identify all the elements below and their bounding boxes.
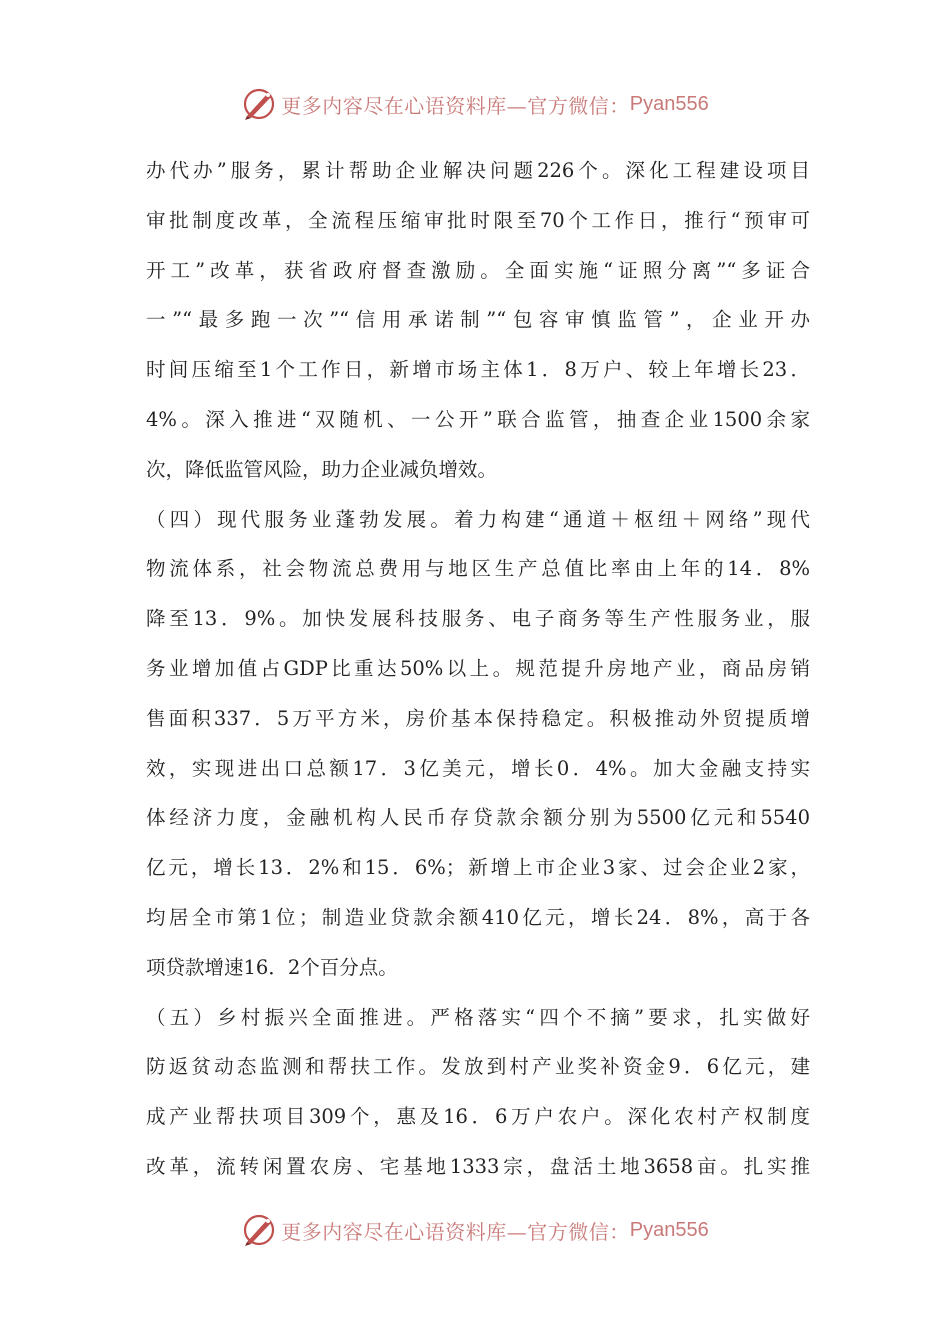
text-line: 办代办”服务，累计帮助企业解决问题226个。深化工程建设项目: [146, 159, 810, 182]
text-line: 降至13．9%。加快发展科技服务、电子商务等生产性服务业，服: [146, 607, 810, 631]
pen-logo-icon: [241, 1212, 277, 1248]
text-line: 一”“最多跑一次”“信用承诺制”“包容审慎监管”，企业开办: [146, 308, 810, 332]
text-line: 效，实现进出口总额17．3亿美元，增长0．4%。加大金融支持实: [146, 756, 810, 780]
text-line: 次，降低监管风险，助力企业减负增效。: [146, 457, 498, 481]
text-line: 开工”改革，获省政府督查激励。全面实施“证照分离”“多证合: [146, 258, 810, 282]
text-line: 均居全市第1位；制造业贷款余额410亿元，增长24．8%，高于各: [146, 905, 810, 929]
footer-banner: [0, 1208, 950, 1252]
wechat-id: Pyan556: [629, 1218, 709, 1241]
section-heading-line: （四）现代服务业蓬勃发展。着力构建“通道＋枢纽＋网络”现代: [146, 507, 810, 531]
text-line: 售面积337．5万平方米，房价基本保持稳定。积极推动外贸提质增: [146, 706, 810, 730]
wechat-id: Pyan556: [629, 92, 709, 115]
text-line: 项贷款增速16．2个百分点。: [146, 955, 398, 979]
text-line: 防返贫动态监测和帮扶工作。发放到村产业奖补资金9．6亿元，建: [146, 1055, 810, 1079]
text-line: 4%。深入推进“双随机、一公开”联合监管，抽查企业1500余家: [146, 407, 810, 431]
banner-text: 更多内容尽在心语资料库—官方微信：: [281, 93, 630, 118]
text-line: 成产业帮扶项目309个，惠及16．6万户农户。深化农村产权制度: [146, 1105, 810, 1129]
text-line: 务业增加值占GDP比重达50%以上。规范提升房地产业，商品房销: [146, 656, 810, 680]
text-line: 物流体系，社会物流总费用与地区生产总值比率由上年的14．8%: [146, 557, 810, 581]
document-body: [146, 146, 810, 1192]
text-line: 审批制度改革，全流程压缩审批时限至70个工作日，推行“预审可: [146, 208, 810, 232]
section-heading-line: （五）乡村振兴全面推进。严格落实“四个不摘”要求，扎实做好: [146, 1005, 810, 1029]
text-line: 时间压缩至1个工作日，新增市场主体1．8万户、较上年增长23．: [146, 358, 810, 382]
banner-text: 更多内容尽在心语资料库—官方微信：: [281, 1219, 630, 1244]
header-banner: [0, 82, 950, 126]
text-line: 改革，流转闲置农房、宅基地1333宗，盘活土地3658亩。扎实推: [146, 1154, 810, 1178]
text-line: 亿元，增长13．2%和15．6%；新增上市企业3家、过会企业2家，: [146, 856, 810, 880]
text-line: 体经济力度，金融机构人民币存贷款余额分别为5500亿元和5540: [146, 806, 810, 830]
pen-logo-icon: [241, 86, 277, 122]
